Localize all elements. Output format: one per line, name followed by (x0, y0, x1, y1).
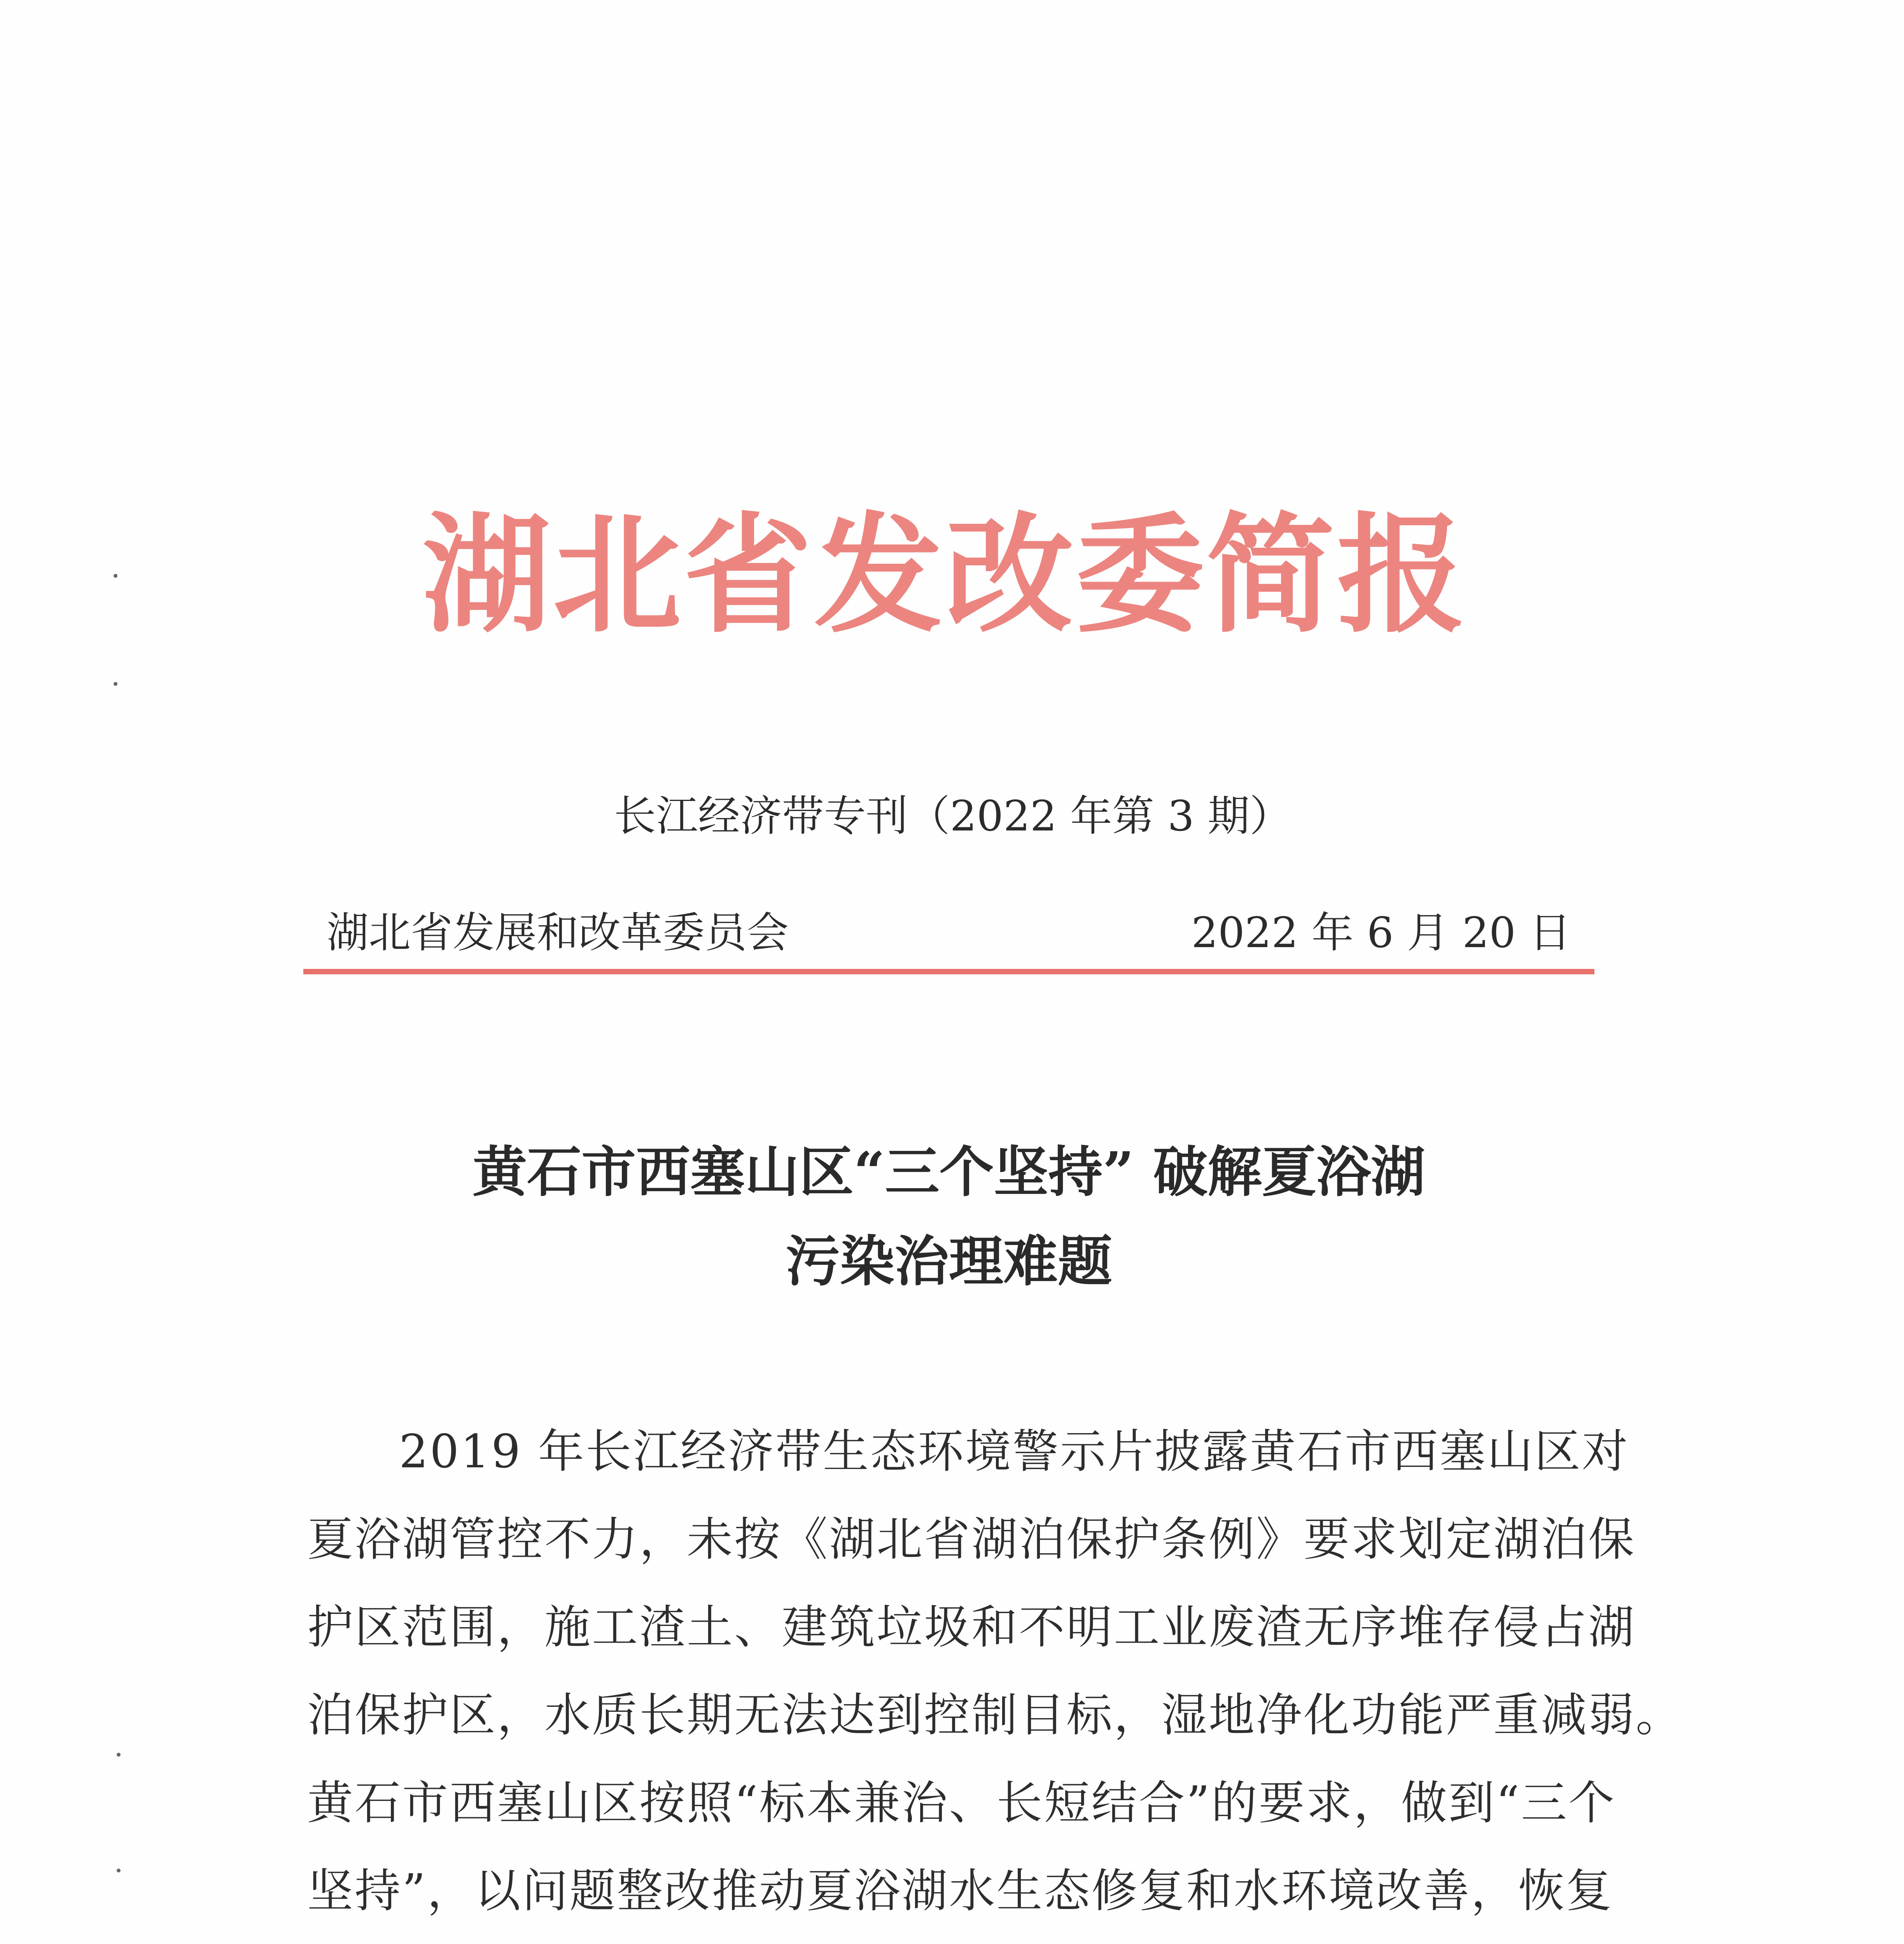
body-line: 2019 年长江经济带生态环境警示片披露黄石市西塞山区对 (399, 1425, 1629, 1478)
issuer-name: 湖北省发展和改革委员会 (327, 909, 789, 957)
body-line: 黄石市西塞山区按照“标本兼治、长短结合”的要求，做到“三个 (307, 1776, 1616, 1830)
article-body (307, 1407, 1684, 1944)
issuer-row (303, 902, 1594, 964)
body-line (307, 1935, 1598, 1944)
body-line: 泊保护区，水质长期无法达到控制目标，湿地净化功能严重减弱。 (307, 1688, 1684, 1742)
article-title (303, 1128, 1594, 1306)
article-title-line: 黄石市西塞山区“三个坚持” 破解夏浴湖 (472, 1140, 1425, 1204)
scan-speck (117, 1753, 121, 1757)
issue-date: 2022 年 6 月 20 日 (1191, 909, 1571, 957)
body-line: 坚持”，以问题整改推动夏浴湖水生态修复和水环境改善，恢复 (307, 1864, 1614, 1918)
article-title-line: 污染治理难题 (785, 1230, 1112, 1294)
issue-line: 长江经济带专刊（2022 年第 3 期） (614, 792, 1292, 841)
scan-speck (117, 1869, 121, 1872)
scan-speck (114, 574, 117, 578)
body-line: 夏浴湖管控不力，未按《湖北省湖泊保护条例》要求划定湖泊保 (307, 1512, 1636, 1566)
body-line: 护区范围，施工渣土、建筑垃圾和不明工业废渣无序堆存侵占湖 (307, 1600, 1636, 1654)
red-divider-rule (303, 969, 1594, 974)
scan-speck (114, 682, 117, 686)
masthead-title: 湖北省发改委简报 (422, 501, 1468, 650)
